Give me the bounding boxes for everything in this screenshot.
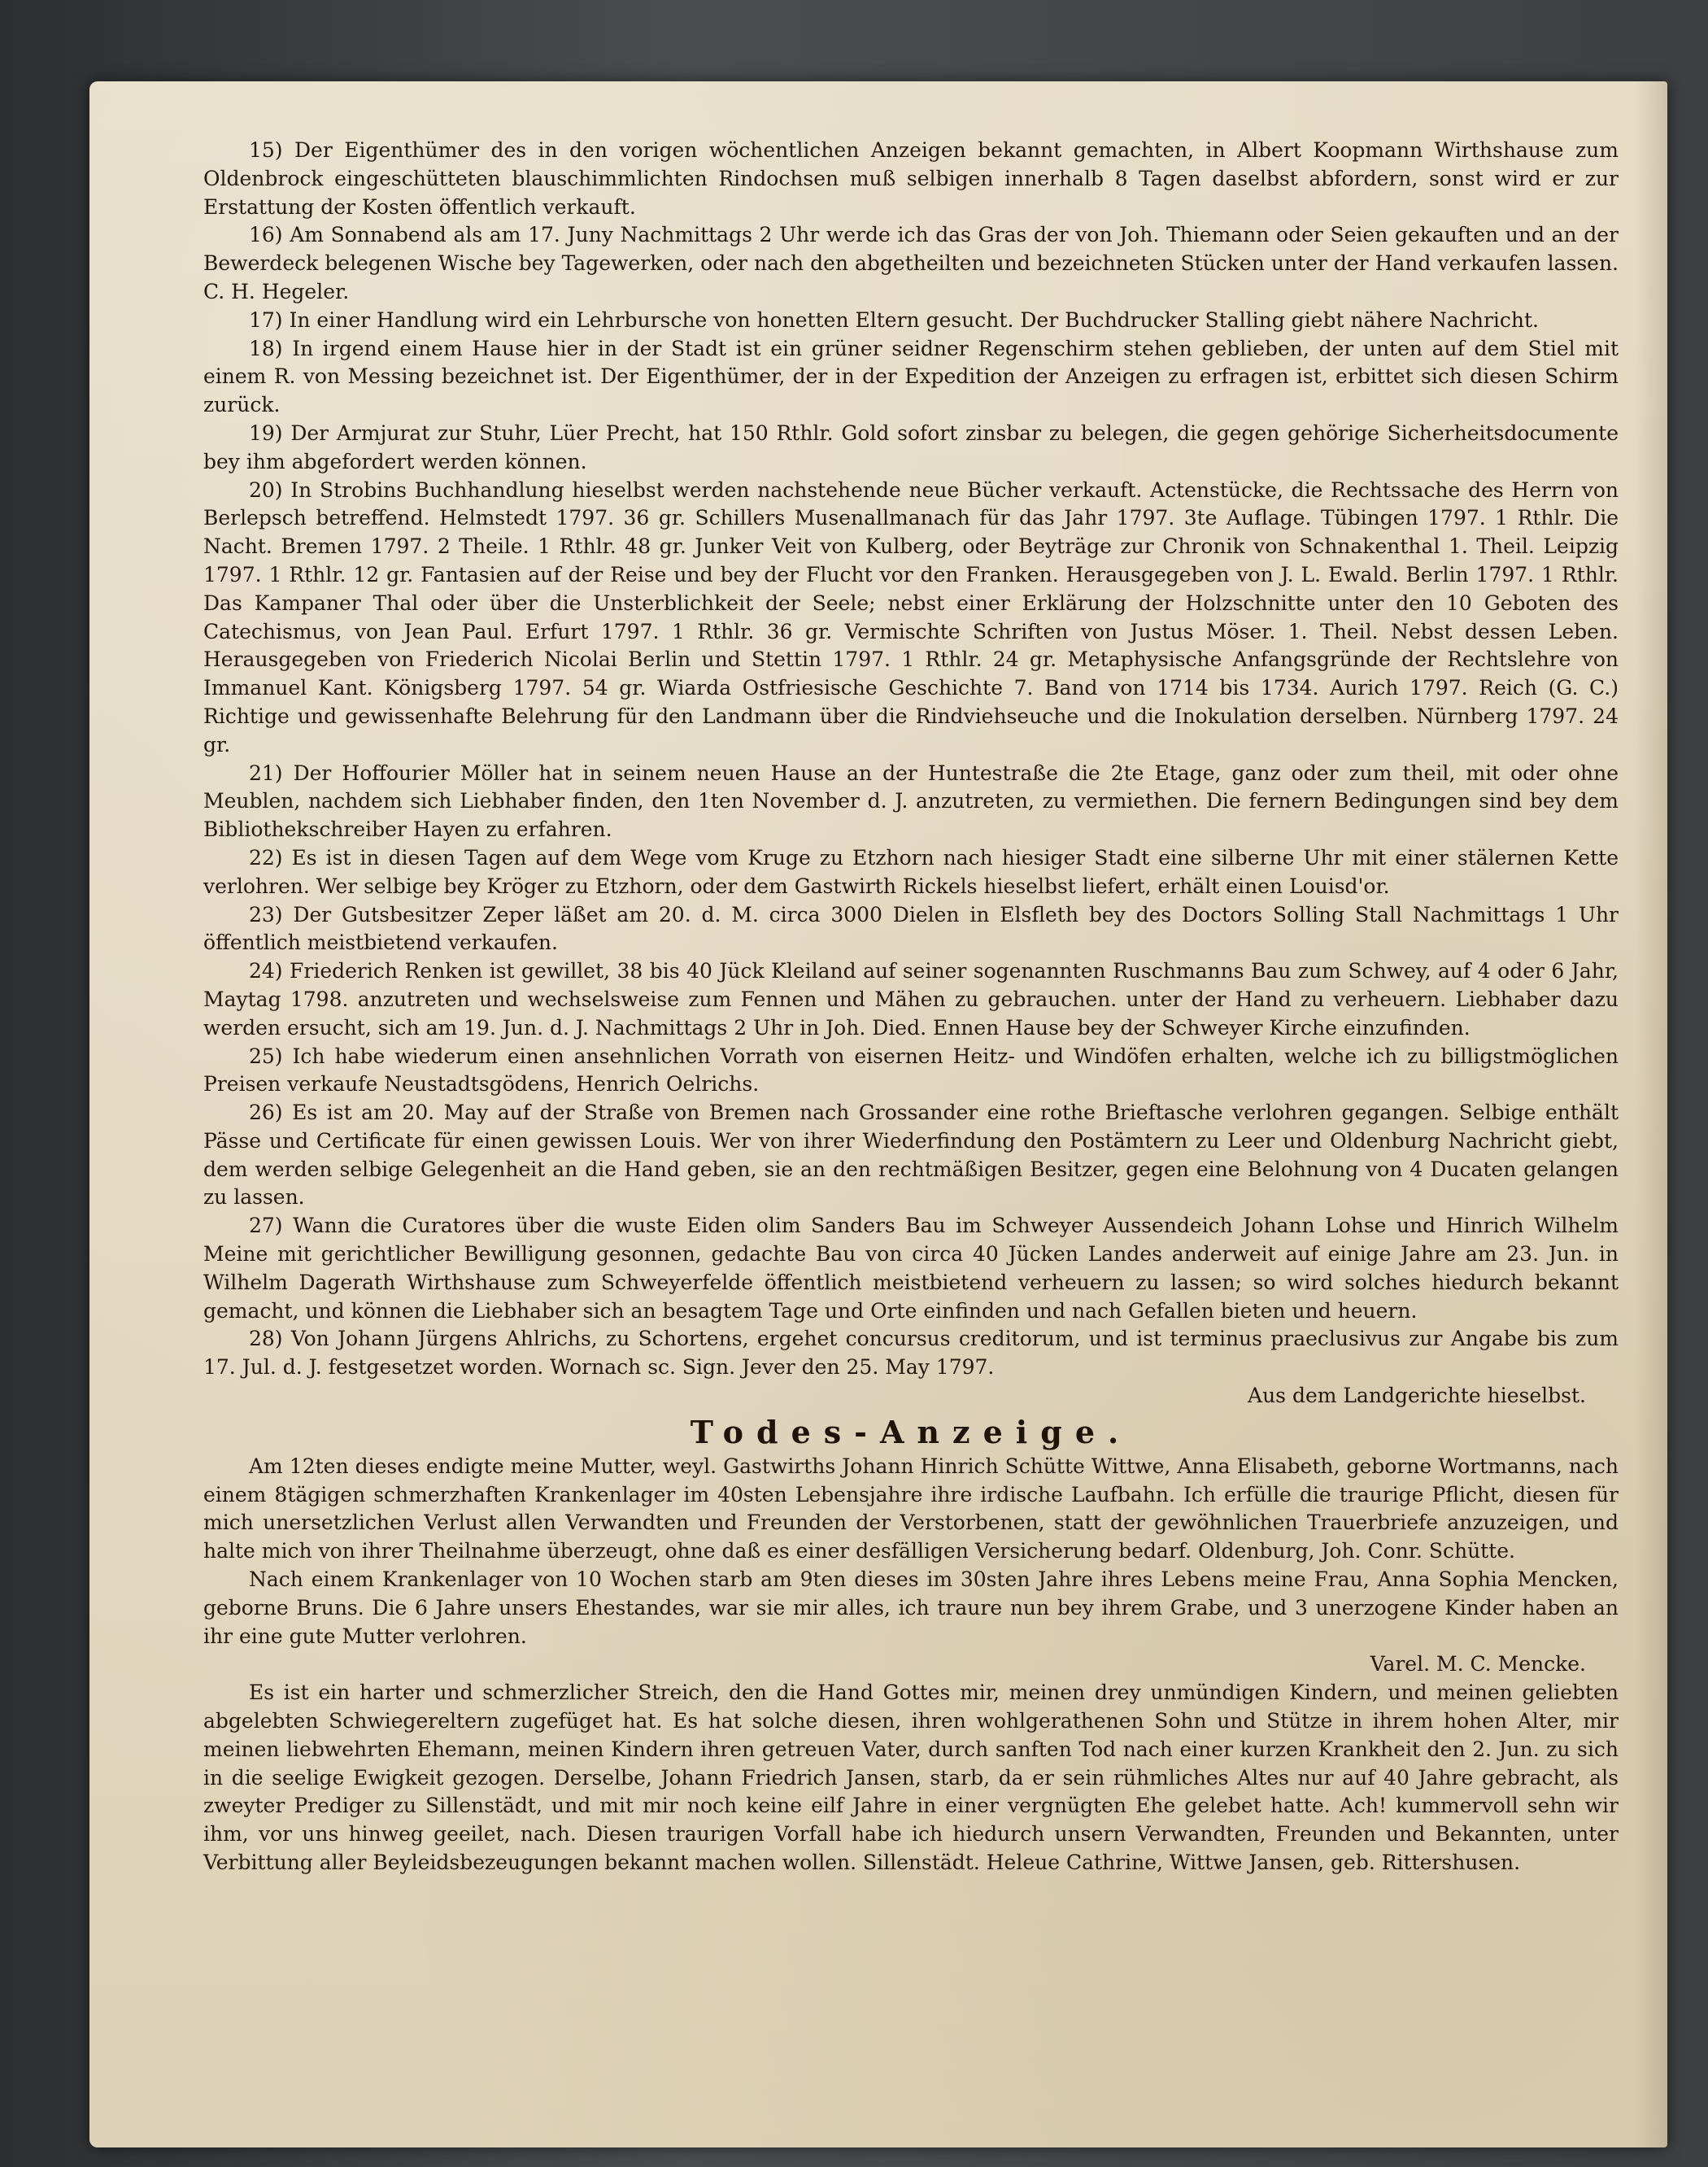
announcement-24: 24) Friederich Renken ist gewillet, 38 bis 40 Jück Kleiland auf seiner sogenannten Ruschmanns Bau zum Schwey, auf 4 oder 6 Jahr, Maytag 1798. anzutreten und wechselsweise zum Fennen und Mähen zu gebrauchen. unter der Hand zu verheuern. Liebhaber dazu werden ersucht, sich am 19. Jun. d. J. Nachmittags 2 Uhr in Joh. Died. Ennen Hause bey der Schweyer Kirche einzufinden.	[203, 959, 1619, 1040]
announcement-16: 16) Am Sonnabend als am 17. Juny Nachmittags 2 Uhr werde ich das Gras der von Joh. Thiemann oder Seien gekauften und an der Bewerdeck belegenen Wische bey Tagewerken, oder nach den abgetheilten und bezeichneten Stücken unter der Hand verkaufen lassen. C. H. Hegeler.	[203, 223, 1619, 303]
announcement-20: 20) In Strobins Buchhandlung hieselbst werden nachstehende neue Bücher verkauft. Actenstücke, die Rechtssache des Herrn von Berlepsch betreffend. Helmstedt 1797. 36 gr. Schillers Musenallmanach für das Jahr 1797. 3te Auflage. Tübingen 1797. 1 Rthlr. Die Nacht. Bremen 1797. 2 Theile. 1 Rthlr. 48 gr. Junker Veit von Kulberg, oder Beyträge zur Chronik von Schnakenthal 1. Theil. Leipzig 1797. 1 Rthlr. 12 gr. Fantasien auf der Reise und bey der Flucht vor den Franken. Herausgegeben von J. L. Ewald. Berlin 1797. 1 Rthlr. Das Kampaner Thal oder über die Unsterblichkeit der Seele; nebst einer Erklärung der Holzschnitte unter den 10 Geboten des Catechismus, von Jean Paul. Erfurt 1797. 1 Rthlr. 36 gr. Vermischte Schriften von Justus Möser. 1. Theil. Nebst dessen Leben. Herausgegeben von Friederich Nicolai Berlin und Stettin 1797. 1 Rthlr. 24 gr. Metaphysische Anfangsgründe der Rechtslehre von Immanuel Kant. Königsberg 1797. 54 gr. Wiarda Ostfriesische Geschichte 7. Band von 1714 bis 1734. Aurich 1797. Reich (G. C.) Richtige und gewissenhafte Belehrung für den Landmann über die Rindviehseuche und die Inokulation derselben. Nürnberg 1797. 24 gr.	[203, 477, 1619, 756]
newspaper-page	[89, 81, 1667, 2147]
announcement-27: 27) Wann die Curatores über die wuste Eiden olim Sanders Bau im Schweyer Aussendeich Johann Lohse und Hinrich Wilhelm Meine mit gerichtlicher Bewilligung gesonnen, gedachte Bau von circa 40 Jücken Landes anderweit auf einige Jahre am 23. Jun. in Wilhelm Dagerath Wirthshause zum Schweyerfelde öffentlich meistbietend verheuern zu lassen; so wird solches hiedurch bekannt gemacht, und können die Liebhaber sich an besagtem Tage und Orte einfinden und nach Gefallen bieten und heuern.	[203, 1214, 1619, 1323]
death-notice-schuette: Am 12ten dieses endigte meine Mutter, weyl. Gastwirths Johann Hinrich Schütte Wittwe, Anna Elisabeth, geborne Wortmanns, nach einem 8tägigen schmerzhaften Krankenlager im 40sten Lebensjahre ihre irdische Laufbahn. Ich erfülle die traurige Pflicht, diesen für mich unersetzlichen Verlust allen Verwandten und Freunden der Verstorbenen, statt der gewöhnlichen Trauerbriefe anzuzeigen, und halte mich von ihrer Theilnahme überzeugt, ohne daß es einer desfälligen Versicherung bedarf. Oldenburg, Joh. Conr. Schütte.	[203, 1454, 1619, 1563]
announcement-23: 23) Der Gutsbesitzer Zeper läßet am 20. d. M. circa 3000 Dielen in Elsfleth bey des Doctors Solling Stall Nachmittags 1 Uhr öffentlich meistbietend verkaufen.	[203, 902, 1619, 955]
announcement-28: 28) Von Johann Jürgens Ahlrichs, zu Schortens, ergehet concursus creditorum, und ist terminus praeclusivus zur Angabe bis zum 17. Jul. d. J. festgesetzet worden. Wornach sc. Sign. Jever den 25. May 1797.	[203, 1327, 1619, 1380]
announcement-25: 25) Ich habe wiederum einen ansehnlichen Vorrath von eisernen Heitz- und Windöfen erhalten, welche ich zu billigstmöglichen Preisen verkaufe Neustadtsgödens, Henrich Oelrichs.	[203, 1044, 1619, 1097]
page-text-column	[203, 137, 1619, 1877]
announcement-26: 26) Es ist am 20. May auf der Straße von Bremen nach Grossander eine rothe Brieftasche verlohren gegangen. Selbige enthält Pässe und Certificate für einen gewissen Louis. Wer von ihrer Wiederfindung den Postämtern zu Leer und Oldenburg Nachricht giebt, dem werden selbige Gelegenheit an die Hand geben, sie an den rechtmäßigen Besitzer, gegen eine Belohnung von 4 Ducaten gelangen zu lassen.	[203, 1101, 1619, 1210]
death-notice-jansen: Es ist ein harter und schmerzlicher Streich, den die Hand Gottes mir, meinen drey unmündigen Kindern, und meinen geliebten abgelebten Schwiegereltern zugefüget hat. Es hat solche diesen, ihren wohlgerathenen Sohn und Stütze in ihrem hohen Alter, mir meinen liebwehrten Ehemann, meinen Kindern ihren getreuen Vater, durch sanften Tod nach einer kurzen Krankheit den 2. Jun. zu sich in die seelige Ewigkeit gezogen. Derselbe, Johann Friedrich Jansen, starb, da er sein rühmliches Altes nur auf 40 Jahre gebracht, als zweyter Prediger zu Sillenstädt, und mit mir noch keine eilf Jahre in einer vergnügten Ehe gelebet hatte. Ach! kummervoll sehn wir ihm, vor uns hinweg geeilet, nach. Diesen traurigen Vorfall habe ich hiedurch unsern Verwandten, Freunden und Bekannten, unter Verbittung aller Beyleidsbezeugungen bekannt machen wollen. Sillenstädt. Heleue Cathrine, Wittwe Jansen, geb. Rittershusen.	[203, 1681, 1619, 1875]
death-notices-heading: Todes-Anzeige.	[690, 1413, 1132, 1450]
death-notice-mencke: Nach einem Krankenlager von 10 Wochen starb am 9ten dieses im 30sten Jahre ihres Lebens meine Frau, Anna Sophia Mencken, geborne Bruns. Die 6 Jahre unsers Ehestandes, war sie mir alles, ich traure nun bey ihrem Grabe, und 3 unerzogene Kinder haben an ihr eine gute Mutter verlohren.	[203, 1567, 1619, 1648]
announcement-22: 22) Es ist in diesen Tagen auf dem Wege vom Kruge zu Etzhorn nach hiesiger Stadt eine silberne Uhr mit einer stälernen Kette verlohren. Wer selbige bey Kröger zu Etzhorn, oder dem Gastwirth Rickels hieselbst liefert, erhält einen Louisd'or.	[203, 845, 1619, 898]
page-edge-shadow	[1635, 81, 1667, 2147]
announcement-17: 17) In einer Handlung wird ein Lehrbursche von honetten Eltern gesucht. Der Buchdrucker Stalling giebt nähere Nachricht.	[249, 307, 1539, 332]
court-signature: Aus dem Landgerichte hieselbst.	[1248, 1384, 1586, 1408]
announcement-18: 18) In irgend einem Hause hier in der Stadt ist ein grüner seidner Regenschirm stehen geblieben, der unten auf dem Stiel mit einem R. von Messing bezeichnet ist. Der Eigenthümer, der in der Expedition der Anzeigen zu erfragen ist, erbittet sich diesen Schirm zurück.	[203, 336, 1619, 417]
announcement-19: 19) Der Armjurat zur Stuhr, Lüer Precht, hat 150 Rthlr. Gold sofort zinsbar zu belegen, die gegen gehörige Sicherheitsdocumente bey ihm abgefordert werden können.	[203, 421, 1619, 473]
death-notice-mencke-signature: Varel. M. C. Mencke.	[1370, 1652, 1586, 1676]
announcement-15: 15) Der Eigenthümer des in den vorigen wöchentlichen Anzeigen bekannt gemachten, in Albert Koopmann Wirthshause zum Oldenbrock eingeschütteten blauschimmlichten Rindochsen muß selbigen innerhalb 8 Tagen daselbst abfordern, sonst wird er zur Erstattung der Kosten öffentlich verkauft.	[203, 138, 1619, 219]
announcement-21: 21) Der Hoffourier Möller hat in seinem neuen Hause an der Huntestraße die 2te Etage, ganz oder zum theil, mit oder ohne Meublen, nachdem sich Liebhaber finden, den 1ten November d. J. anzutreten, zu vermiethen. Die fernern Bedingungen sind bey dem Bibliothekschreiber Hayen zu erfahren.	[203, 761, 1619, 842]
